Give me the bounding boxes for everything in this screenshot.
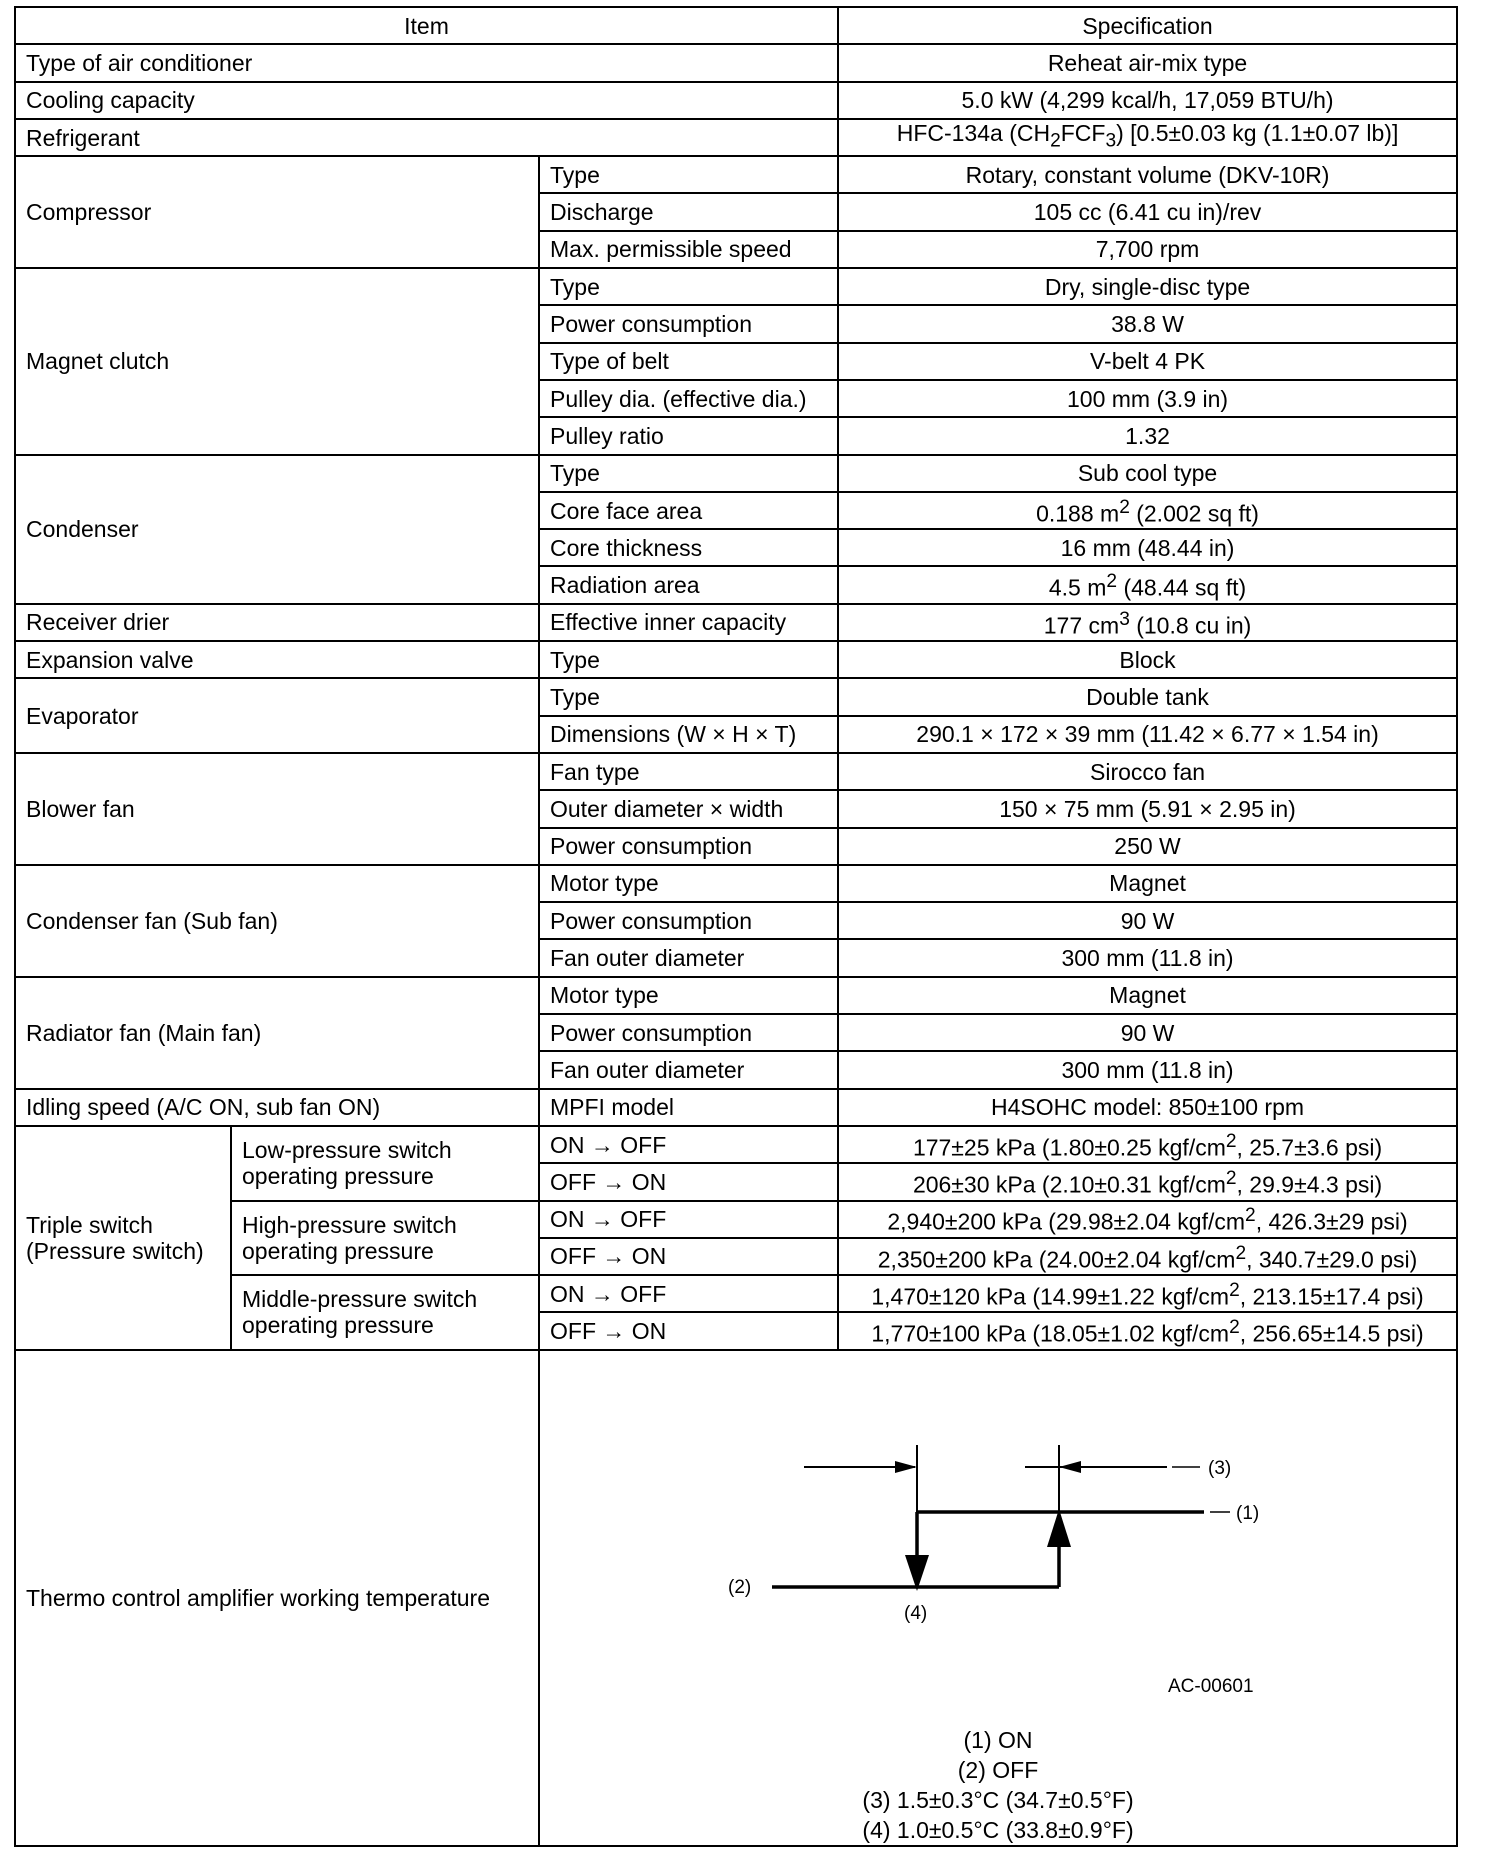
spec-value: 105 cc (6.41 cu in)/rev — [838, 193, 1457, 230]
spec-value: 177±25 kPa (1.80±0.25 kgf/$cm^2$, 25.7±3.6 psi) — [838, 1126, 1457, 1163]
sub-item-label: Fan outer diameter — [539, 939, 838, 976]
spec-value: 100 mm (3.9 in) — [838, 380, 1457, 417]
sub-item-label: Dimensions (W × H × T) — [539, 716, 838, 753]
item-label: Idling speed (A/C ON, sub fan ON) — [15, 1089, 539, 1126]
sub-item-label: Pulley dia. (effective dia.) — [539, 380, 838, 417]
legend-item: (3) 1.5±0.3°C (34.7±0.5°F) — [862, 1786, 1134, 1813]
table-row — [15, 977, 1457, 1014]
item-label: Type of air conditioner — [15, 44, 838, 81]
sub-item-label: OFF → ON — [539, 1312, 838, 1349]
item-label: Blower fan — [15, 753, 539, 865]
sub-item-label: OFF → ON — [539, 1238, 838, 1275]
sub-item-label: MPFI model — [539, 1089, 838, 1126]
sub-group-label: High-pressure switch operating pressure — [231, 1201, 539, 1276]
dimension-arrow-right — [1059, 1461, 1081, 1473]
sub-item-label: ON → OFF — [539, 1201, 838, 1238]
spec-value: H4SOHC model: 850±100 rpm — [838, 1089, 1457, 1126]
spec-value: 1,770±100 kPa (18.05±1.02 kgf/$cm^2$, 256.65±14.5 psi) — [838, 1312, 1457, 1349]
figure-label-2: (2) — [728, 1576, 752, 1598]
sub-item-label: Fan outer diameter — [539, 1051, 838, 1088]
table-row — [15, 604, 1457, 641]
spec-value: 90 W — [838, 1014, 1457, 1051]
sub-item-label: Type — [539, 641, 838, 678]
legend-item: (1) ON — [963, 1726, 1033, 1753]
spec-value: 38.8 W — [838, 305, 1457, 342]
sub-item-label: OFF → ON — [539, 1163, 838, 1200]
sub-item-label: Power consumption — [539, 1014, 838, 1051]
table-row — [15, 753, 1457, 790]
up-arrow-icon — [1047, 1509, 1071, 1547]
figure-label-1: (1) — [1236, 1502, 1260, 1524]
spec-value: Magnet — [838, 865, 1457, 902]
table-row — [15, 1201, 1457, 1238]
spec-value: 7,700 rpm — [838, 231, 1457, 268]
figure-legend — [540, 1725, 1456, 1845]
sub-item-label: ON → OFF — [539, 1275, 838, 1312]
item-label: Thermo control amplifier working temperature — [15, 1350, 539, 1846]
sub-group-label: Middle-pressure switch operating pressure — [231, 1275, 539, 1350]
specification-table — [14, 6, 1458, 1847]
spec-value: 206±30 kPa (2.10±0.31 kgf/$cm^2$, 29.9±4.3 psi) — [838, 1163, 1457, 1200]
table-row — [15, 1275, 1457, 1312]
sub-item-label: Max. permissible speed — [539, 231, 838, 268]
table-row — [15, 119, 1457, 156]
legend-item: (4) 1.0±0.5°C (33.8±0.9°F) — [862, 1816, 1134, 1843]
spec-value: Sub cool type — [838, 455, 1457, 492]
sub-item-label: Type of belt — [539, 343, 838, 380]
thermo-diagram-cell — [539, 1350, 1457, 1846]
sub-item-label: ON → OFF — [539, 1126, 838, 1163]
legend-item: (2) OFF — [957, 1756, 1039, 1783]
sub-item-label: Type — [539, 268, 838, 305]
header-item: Item — [15, 7, 838, 44]
header-specification: Specification — [838, 7, 1457, 44]
spec-value: Block — [838, 641, 1457, 678]
sub-item-label: Power consumption — [539, 828, 838, 865]
item-label: Cooling capacity — [15, 82, 838, 119]
sub-group-label: Low-pressure switch operating pressure — [231, 1126, 539, 1201]
table-row — [15, 1350, 1457, 1846]
table-row — [15, 865, 1457, 902]
figure-label-4: (4) — [904, 1602, 928, 1624]
table-row — [15, 82, 1457, 119]
sub-item-label: Motor type — [539, 865, 838, 902]
spec-value: 1.32 — [838, 417, 1457, 454]
spec-value: 300 mm (11.8 in) — [838, 1051, 1457, 1088]
sub-item-label: Type — [539, 455, 838, 492]
spec-value: 300 mm (11.8 in) — [838, 939, 1457, 976]
table-row — [15, 1089, 1457, 1126]
spec-value: 90 W — [838, 902, 1457, 939]
thermo-diagram — [540, 1351, 1456, 1845]
figure-id: AC-00601 — [1168, 1675, 1254, 1697]
spec-value: Sirocco fan — [838, 753, 1457, 790]
sub-item-label: Type — [539, 678, 838, 715]
item-label: Magnet clutch — [15, 268, 539, 454]
spec-value: Dry, single-disc type — [838, 268, 1457, 305]
spec-value: HFC-134a $(CH_2FCF_3)$ [0.5±0.03 kg (1.1±0.07 lb)] — [838, 119, 1457, 156]
sub-item-label: Power consumption — [539, 902, 838, 939]
dimension-arrow-left — [895, 1461, 917, 1473]
sub-item-label: Discharge — [539, 193, 838, 230]
table-row — [15, 44, 1457, 81]
header-row — [15, 7, 1457, 44]
sub-item-label: Pulley ratio — [539, 417, 838, 454]
table-row — [15, 455, 1457, 492]
spec-value: 5.0 kW (4,299 kcal/h, 17,059 BTU/h) — [838, 82, 1457, 119]
spec-value: Double tank — [838, 678, 1457, 715]
spec-value: 1,470±120 kPa (14.99±1.22 kgf/$cm^2$, 213.15±17.4 psi) — [838, 1275, 1457, 1312]
sub-item-label: Outer diameter × width — [539, 790, 838, 827]
sub-item-label: Effective inner capacity — [539, 604, 838, 641]
spec-value: 177 $cm^3$ (10.8 cu in) — [838, 604, 1457, 641]
sub-item-label: Core thickness — [539, 529, 838, 566]
spec-value: 0.188 $m^2$ (2.002 sq ft) — [838, 492, 1457, 529]
spec-value: Magnet — [838, 977, 1457, 1014]
sub-item-label: Motor type — [539, 977, 838, 1014]
item-label: Evaporator — [15, 678, 539, 753]
item-label: Compressor — [15, 156, 539, 268]
item-label: Expansion valve — [15, 641, 539, 678]
item-label: Refrigerant — [15, 119, 838, 156]
spec-value: Reheat air-mix type — [838, 44, 1457, 81]
sub-item-label: Radiation area — [539, 566, 838, 603]
spec-value: 150 × 75 mm (5.91 × 2.95 in) — [838, 790, 1457, 827]
spec-value: 2,350±200 kPa (24.00±2.04 kgf/$cm^2$, 340.7±29.0 psi) — [838, 1238, 1457, 1275]
table-row — [15, 678, 1457, 715]
spec-value: 16 mm (48.44 in) — [838, 529, 1457, 566]
item-label: Triple switch (Pressure switch) — [15, 1126, 231, 1350]
item-label: Radiator fan (Main fan) — [15, 977, 539, 1089]
table-row — [15, 156, 1457, 193]
sub-item-label: Core face area — [539, 492, 838, 529]
spec-value: 290.1 × 172 × 39 mm (11.42 × 6.77 × 1.54 in) — [838, 716, 1457, 753]
table-row — [15, 1126, 1457, 1163]
spec-value: V-belt 4 PK — [838, 343, 1457, 380]
figure-label-3: (3) — [1208, 1457, 1232, 1479]
spec-value: 4.5 $m^2$ (48.44 sq ft) — [838, 566, 1457, 603]
spec-value: Rotary, constant volume (DKV-10R) — [838, 156, 1457, 193]
spec-value: 2,940±200 kPa (29.98±2.04 kgf/$cm^2$, 426.3±29 psi) — [838, 1201, 1457, 1238]
item-label: Condenser fan (Sub fan) — [15, 865, 539, 977]
spec-value: 250 W — [838, 828, 1457, 865]
table-row — [15, 268, 1457, 305]
item-label: Receiver drier — [15, 604, 539, 641]
sub-item-label: Type — [539, 156, 838, 193]
item-label: Condenser — [15, 455, 539, 604]
sub-item-label: Power consumption — [539, 305, 838, 342]
table-row — [15, 641, 1457, 678]
sub-item-label: Fan type — [539, 753, 838, 790]
